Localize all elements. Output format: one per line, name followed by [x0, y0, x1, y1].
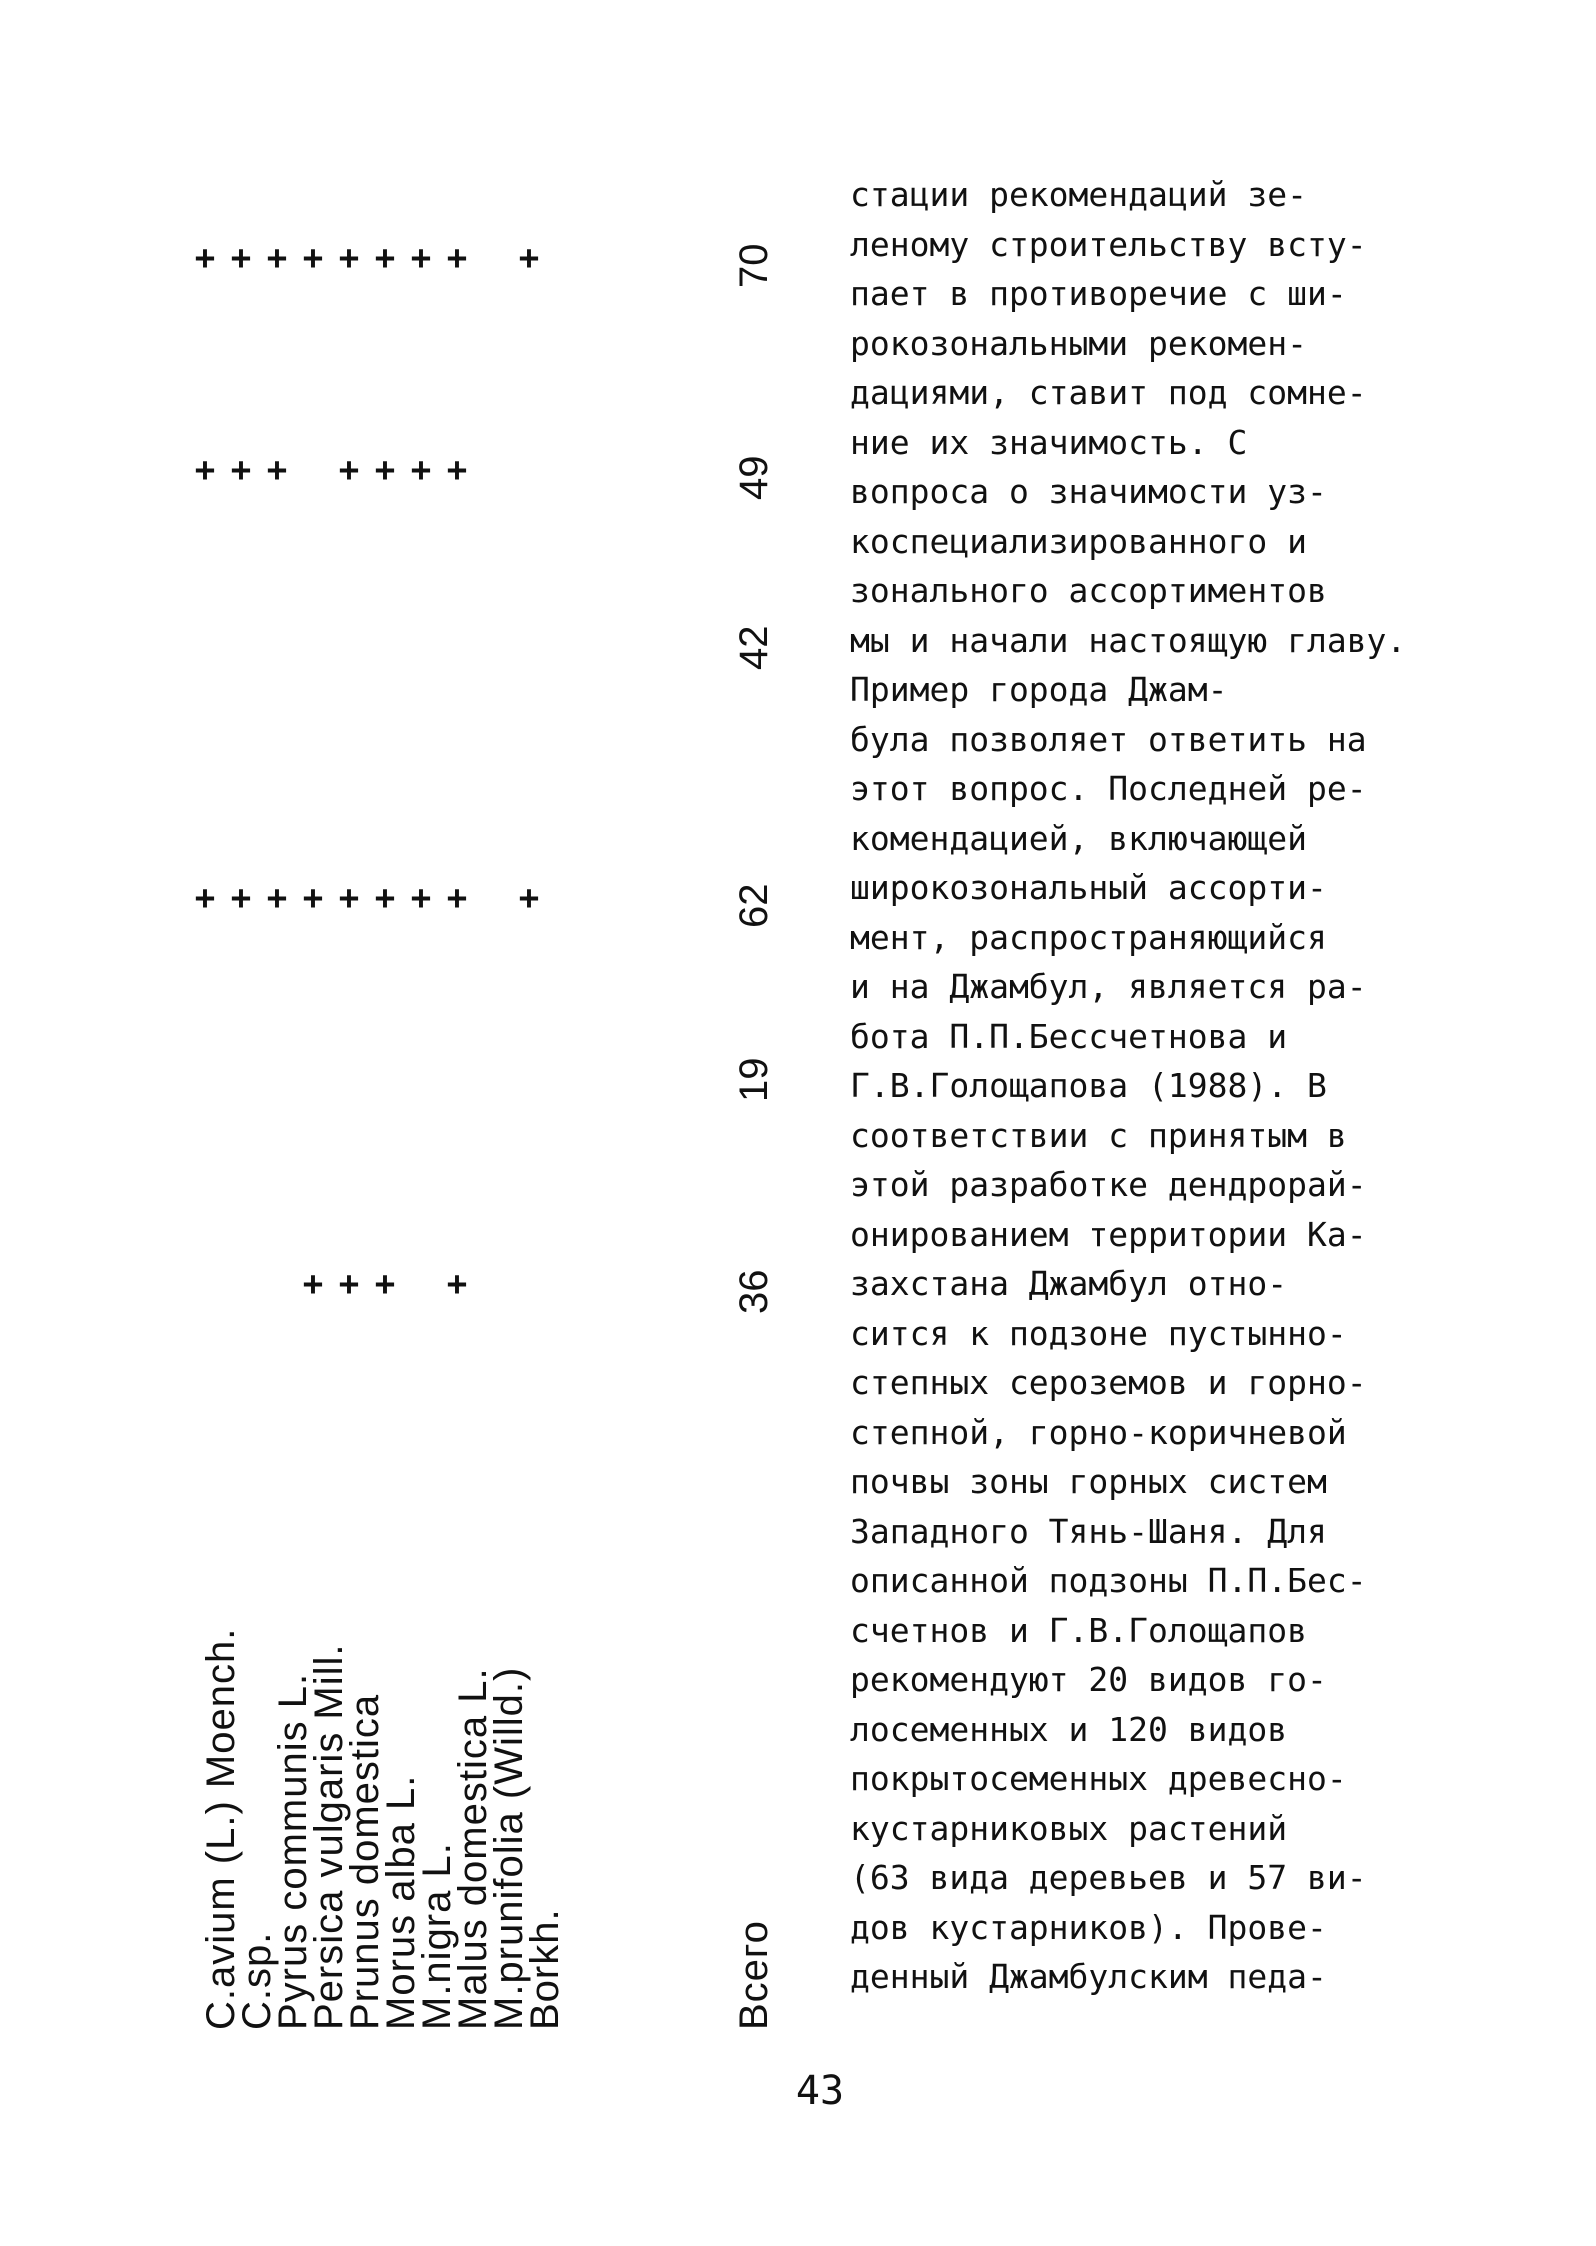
text-line: дациями, ставит под сомне-: [850, 373, 1367, 412]
text-line: степных сероземов и горно-: [850, 1363, 1367, 1402]
species-label: Malus domestica L.: [451, 1667, 495, 2030]
presence-mark: +: [374, 878, 396, 918]
text-line: леному строительству всту-: [850, 224, 1367, 264]
text-line: вопроса о значимости уз-: [850, 472, 1327, 511]
presence-mark: +: [446, 450, 468, 490]
text-line: соответствии с принятым в: [850, 1115, 1347, 1155]
species-label: Persica vulgaris Mill.: [307, 1643, 351, 2030]
presence-mark: +: [518, 238, 540, 278]
text-line: мы и начали настоящую главу.: [850, 620, 1407, 660]
presence-mark: +: [338, 238, 360, 278]
text-line: почвы зоны горных систем: [850, 1462, 1327, 1501]
presence-mark: +: [338, 450, 360, 490]
text-line: описанной подзоны П.П.Бес-: [850, 1561, 1367, 1600]
presence-mark: +: [230, 450, 252, 490]
presence-mark: +: [446, 878, 468, 918]
text-line: рокозональными рекомен-: [850, 323, 1307, 363]
text-line: кустарниковых растений: [850, 1808, 1288, 1848]
presence-mark: +: [194, 450, 216, 490]
text-line: була позволяет ответить на: [850, 719, 1367, 759]
text-line: рекомендуют 20 видов го-: [850, 1660, 1327, 1699]
presence-mark: +: [410, 878, 432, 918]
presence-mark: +: [446, 1264, 468, 1304]
presence-mark: +: [374, 238, 396, 278]
presence-mark: +: [302, 878, 324, 918]
column-total: 19: [732, 1057, 776, 1102]
text-line: этой разработке дендрорай-: [850, 1165, 1367, 1204]
text-line: покрытосеменных древесно-: [850, 1759, 1347, 1798]
presence-mark: +: [230, 238, 252, 278]
species-label: M.nigra L.: [415, 1842, 459, 2030]
text-line: сится к подзоне пустынно-: [850, 1313, 1347, 1353]
column-total: 70: [732, 243, 776, 288]
text-line: степной, горно-коричневой: [850, 1412, 1347, 1452]
text-line: онированием территории Ка-: [850, 1214, 1367, 1254]
text-line: ние их значимость. С: [850, 422, 1248, 462]
text-line: этот вопрос. Последней ре-: [850, 769, 1367, 808]
presence-mark: +: [410, 450, 432, 490]
text-line: и на Джамбул, является ра-: [850, 967, 1367, 1006]
text-line: счетнов и Г.В.Голощапов: [850, 1610, 1307, 1650]
text-line: комендацией, включающей: [850, 818, 1307, 858]
species-label: Morus alba L.: [379, 1774, 423, 2030]
text-line: стации рекомендаций зе-: [850, 175, 1307, 214]
presence-mark: +: [338, 1264, 360, 1304]
presence-mark: +: [374, 1264, 396, 1304]
column-total: 49: [732, 455, 776, 500]
text-line: бота П.П.Бессчетнова и: [850, 1016, 1288, 1056]
text-line: Г.В.Голощапова (1988). В: [850, 1066, 1327, 1105]
species-label: C.sp.: [235, 1931, 279, 2030]
presence-mark: +: [374, 450, 396, 490]
presence-mark: +: [518, 878, 540, 918]
presence-mark: +: [266, 238, 288, 278]
text-line: Западного Тянь-Шаня. Для: [850, 1511, 1327, 1551]
text-line: захстана Джамбул отно-: [850, 1264, 1288, 1303]
presence-mark: +: [302, 1264, 324, 1304]
text-line: зонального ассортиментов: [850, 571, 1327, 610]
text-line: денный Джамбулским педа-: [850, 1957, 1327, 1996]
presence-mark: +: [338, 878, 360, 918]
text-line: мент, распространяющийся: [850, 917, 1327, 957]
species-label: Pyrus communis L.: [271, 1672, 315, 2030]
species-label: Borkh.: [523, 1908, 567, 2030]
species-label: Prunus domestica: [343, 1693, 387, 2030]
presence-mark: +: [266, 878, 288, 918]
presence-mark: +: [302, 238, 324, 278]
text-line: Пример города Джам-: [850, 670, 1228, 709]
total-row-label: Всего: [732, 1920, 776, 2030]
presence-mark: +: [194, 878, 216, 918]
column-total: 36: [732, 1269, 776, 1314]
presence-mark: +: [410, 238, 432, 278]
column-total: 42: [732, 625, 776, 670]
text-line: пает в противоречие с ши-: [850, 274, 1347, 313]
species-label: M.prunifolia (Willd.): [487, 1666, 531, 2030]
presence-mark: +: [266, 450, 288, 490]
text-line: коспециализированного и: [850, 521, 1307, 561]
page-number: 43: [795, 2068, 845, 2114]
text-line: лосеменных и 120 видов: [850, 1709, 1288, 1749]
text-line: широкозональный ассорти-: [850, 868, 1327, 907]
presence-mark: +: [446, 238, 468, 278]
text-line: (63 вида деревьев и 57 ви-: [850, 1858, 1367, 1897]
text-line: дов кустарников). Прове-: [850, 1907, 1327, 1947]
species-label: C.avium (L.) Moench.: [199, 1627, 243, 2030]
column-total: 62: [732, 883, 776, 928]
presence-mark: +: [230, 878, 252, 918]
presence-mark: +: [194, 238, 216, 278]
